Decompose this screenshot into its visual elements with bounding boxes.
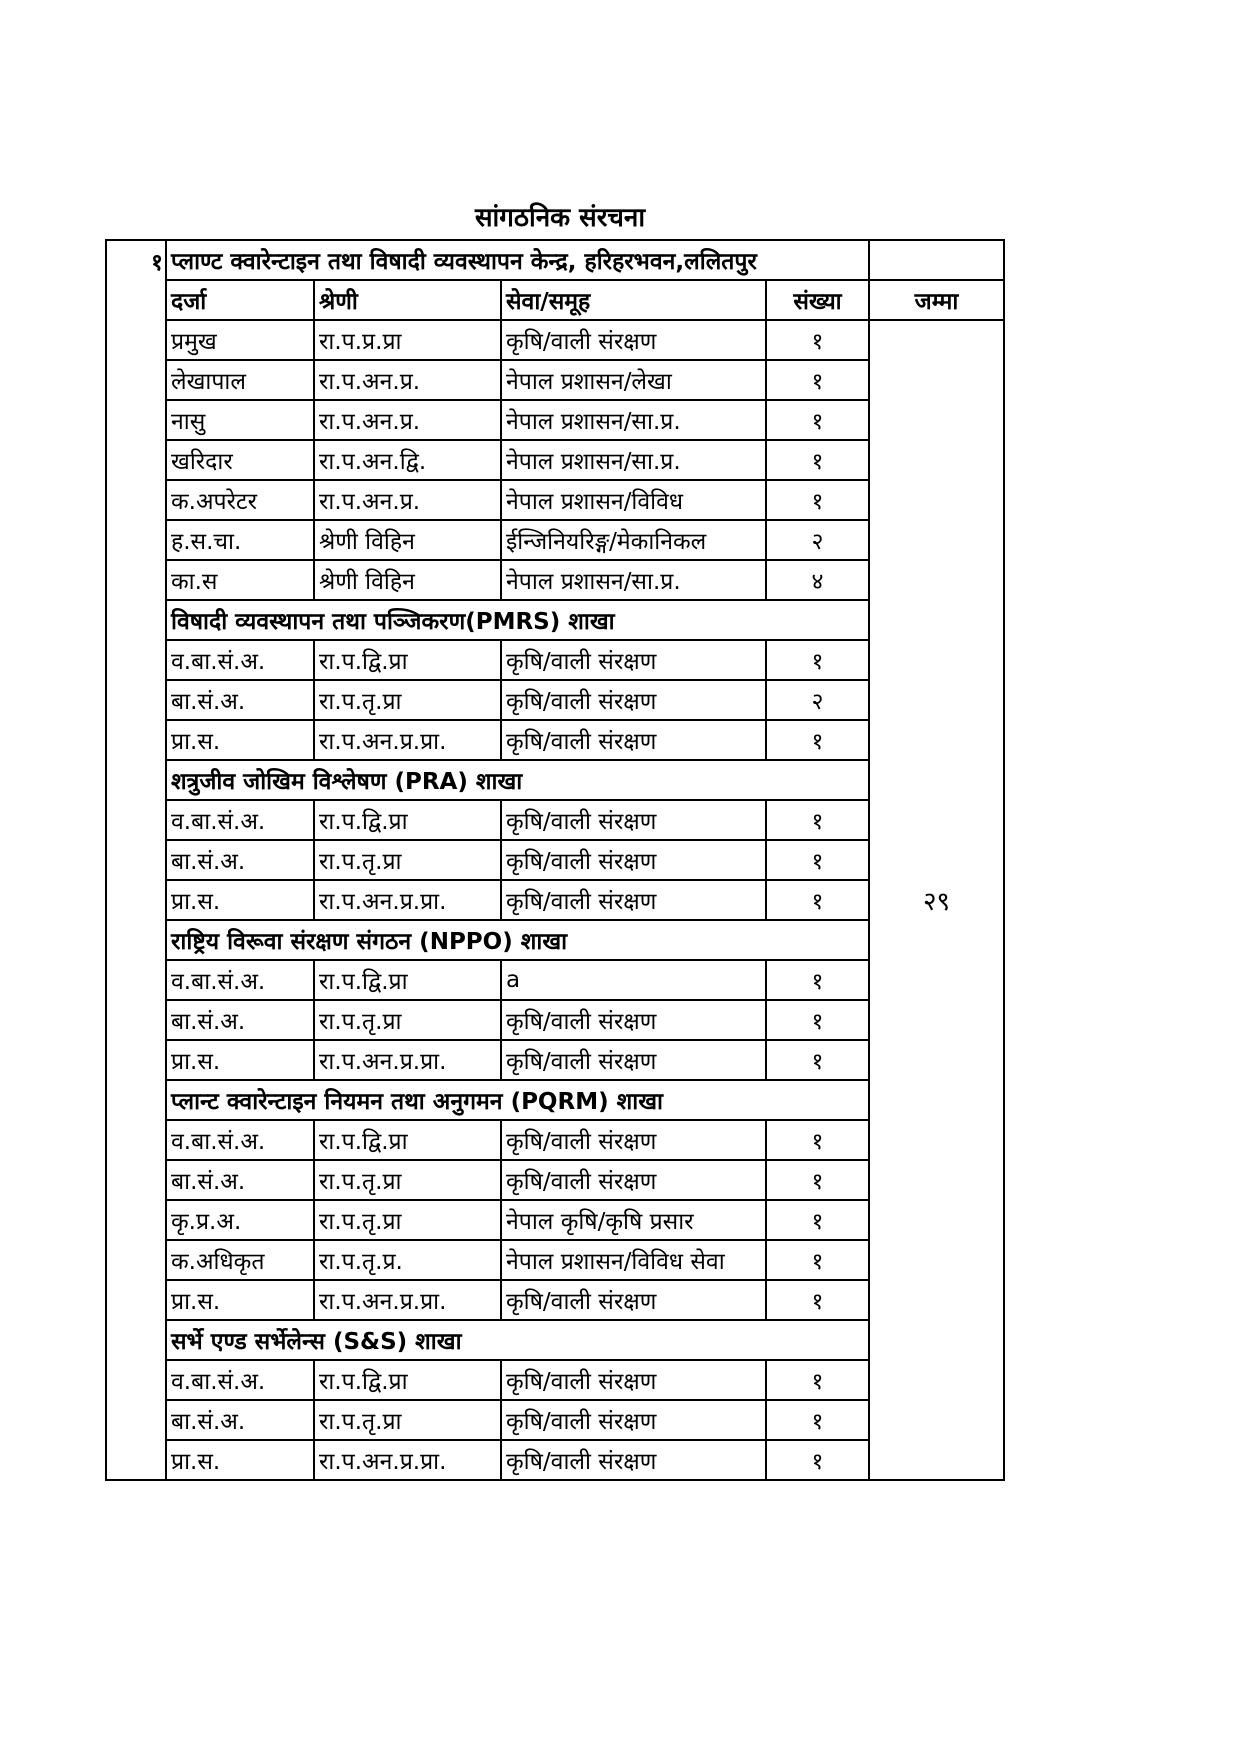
cell-darja: व.बा.सं.अ. [166, 960, 314, 1000]
cell-sewa: नेपाल प्रशासन/सा.प्र. [501, 400, 766, 440]
index-cell [106, 920, 166, 960]
col-header-sankhya: संख्या [766, 280, 869, 320]
col-header-shreni: श्रेणी [314, 280, 501, 320]
cell-sankhya: १ [766, 440, 869, 480]
cell-sankhya: १ [766, 480, 869, 520]
cell-sankhya: १ [766, 1040, 869, 1080]
org-structure-table [105, 239, 1005, 1481]
cell-sewa: कृषि/वाली संरक्षण [501, 720, 766, 760]
cell-shreni: रा.प.अन.द्वि. [314, 440, 501, 480]
index-cell [106, 880, 166, 920]
cell-darja: बा.सं.अ. [166, 1160, 314, 1200]
cell-darja: प्रा.स. [166, 720, 314, 760]
index-cell [106, 560, 166, 600]
cell-darja: बा.सं.अ. [166, 1000, 314, 1040]
cell-sewa: कृषि/वाली संरक्षण [501, 1040, 766, 1080]
cell-darja: नासु [166, 400, 314, 440]
index-cell [106, 800, 166, 840]
index-cell [106, 960, 166, 1000]
table-body [106, 240, 1004, 1480]
index-cell [106, 480, 166, 520]
cell-shreni: रा.प.अन.प्र.प्रा. [314, 1280, 501, 1320]
index-cell [106, 1080, 166, 1120]
index-cell [106, 720, 166, 760]
cell-darja: व.बा.सं.अ. [166, 1120, 314, 1160]
index-cell [106, 600, 166, 640]
cell-sankhya: १ [766, 1400, 869, 1440]
column-header-row [106, 280, 1004, 320]
cell-shreni: रा.प.प्र.प्रा [314, 320, 501, 360]
index-cell [106, 840, 166, 880]
index-cell [106, 1400, 166, 1440]
cell-darja: प्रा.स. [166, 880, 314, 920]
cell-sankhya: २ [766, 520, 869, 560]
cell-sankhya: १ [766, 1240, 869, 1280]
cell-shreni: रा.प.अन.प्र. [314, 400, 501, 440]
cell-shreni: रा.प.तृ.प्रा [314, 680, 501, 720]
cell-sewa: कृषि/वाली संरक्षण [501, 800, 766, 840]
index-cell [106, 1200, 166, 1240]
cell-darja: व.बा.सं.अ. [166, 1360, 314, 1400]
cell-sankhya: १ [766, 1200, 869, 1240]
org-empty-cell [869, 240, 1004, 280]
cell-darja: लेखापाल [166, 360, 314, 400]
index-cell [106, 1000, 166, 1040]
cell-sankhya: १ [766, 1280, 869, 1320]
cell-shreni: रा.प.द्वि.प्रा [314, 1360, 501, 1400]
col-header-sewa: सेवा/समूह [501, 280, 766, 320]
cell-sewa: कृषि/वाली संरक्षण [501, 1280, 766, 1320]
cell-darja: क.अपरेटर [166, 480, 314, 520]
cell-shreni: रा.प.अन.प्र. [314, 480, 501, 520]
cell-sewa: कृषि/वाली संरक्षण [501, 1000, 766, 1040]
index-cell [106, 320, 166, 360]
cell-sewa: नेपाल प्रशासन/सा.प्र. [501, 440, 766, 480]
cell-darja: ह.स.चा. [166, 520, 314, 560]
cell-shreni: रा.प.तृ.प्रा [314, 1160, 501, 1200]
index-cell [106, 1160, 166, 1200]
index-cell [106, 1240, 166, 1280]
cell-sankhya: १ [766, 1160, 869, 1200]
cell-sewa: नेपाल प्रशासन/विविध [501, 480, 766, 520]
cell-sankhya: १ [766, 1440, 869, 1480]
index-cell [106, 400, 166, 440]
cell-sewa: कृषि/वाली संरक्षण [501, 1120, 766, 1160]
cell-sankhya: १ [766, 720, 869, 760]
cell-darja: प्रमुख [166, 320, 314, 360]
cell-shreni: रा.प.तृ.प्रा [314, 1400, 501, 1440]
index-cell [106, 1360, 166, 1400]
index-cell [106, 1440, 166, 1480]
cell-darja: प्रा.स. [166, 1440, 314, 1480]
org-name: प्लाण्ट क्वारेन्टाइन तथा विषादी व्यवस्थापन केन्द्र, हरिहरभवन,ललितपुर [166, 240, 869, 280]
section-title: प्लान्ट क्वारेन्टाइन नियमन तथा अनुगमन (PQRM) शाखा [166, 1080, 869, 1120]
cell-shreni: रा.प.द्वि.प्रा [314, 640, 501, 680]
cell-sankhya: ४ [766, 560, 869, 600]
cell-darja: बा.सं.अ. [166, 840, 314, 880]
cell-darja: क.अधिकृत [166, 1240, 314, 1280]
index-cell [106, 1320, 166, 1360]
cell-sewa: कृषि/वाली संरक्षण [501, 1400, 766, 1440]
page-title: सांगठनिक संरचना [474, 203, 646, 233]
index-cell [106, 640, 166, 680]
index-cell [106, 280, 166, 320]
cell-darja: प्रा.स. [166, 1040, 314, 1080]
cell-sankhya: १ [766, 1000, 869, 1040]
cell-shreni: रा.प.द्वि.प्रा [314, 800, 501, 840]
cell-sewa: कृषि/वाली संरक्षण [501, 1160, 766, 1200]
cell-darja: व.बा.सं.अ. [166, 640, 314, 680]
index-cell [106, 520, 166, 560]
cell-shreni: श्रेणी विहिन [314, 520, 501, 560]
cell-sewa: कृषि/वाली संरक्षण [501, 640, 766, 680]
cell-sewa: नेपाल प्रशासन/विविध सेवा [501, 1240, 766, 1280]
org-index: १ [106, 240, 166, 280]
cell-shreni: रा.प.तृ.प्रा [314, 1200, 501, 1240]
cell-sewa: नेपाल प्रशासन/लेखा [501, 360, 766, 400]
index-cell [106, 680, 166, 720]
cell-sewa: a [501, 960, 766, 1000]
section-title: सर्भे एण्ड सर्भेलेन्स (S&S) शाखा [166, 1320, 869, 1360]
index-cell [106, 1040, 166, 1080]
cell-shreni: रा.प.अन.प्र.प्रा. [314, 720, 501, 760]
cell-sankhya: १ [766, 360, 869, 400]
cell-shreni: रा.प.तृ.प्रा [314, 840, 501, 880]
section-title: विषादी व्यवस्थापन तथा पञ्जिकरण(PMRS) शाखा [166, 600, 869, 640]
index-cell [106, 360, 166, 400]
org-header-row [106, 240, 1004, 280]
section-title: राष्ट्रिय विरूवा संरक्षण संगठन (NPPO) शाखा [166, 920, 869, 960]
cell-sankhya: १ [766, 400, 869, 440]
cell-sewa: कृषि/वाली संरक्षण [501, 680, 766, 720]
index-cell [106, 760, 166, 800]
cell-sankhya: १ [766, 960, 869, 1000]
cell-darja: प्रा.स. [166, 1280, 314, 1320]
cell-sewa: नेपाल कृषि/कृषि प्रसार [501, 1200, 766, 1240]
cell-sankhya: १ [766, 1360, 869, 1400]
cell-sewa: नेपाल प्रशासन/सा.प्र. [501, 560, 766, 600]
cell-sankhya: १ [766, 640, 869, 680]
total-cell: २९ [869, 320, 1004, 1480]
cell-sankhya: १ [766, 800, 869, 840]
col-header-jamma: जम्मा [869, 280, 1004, 320]
cell-shreni: रा.प.अन.प्र.प्रा. [314, 1040, 501, 1080]
index-cell [106, 440, 166, 480]
cell-sewa: कृषि/वाली संरक्षण [501, 1440, 766, 1480]
cell-shreni: रा.प.अन.प्र.प्रा. [314, 1440, 501, 1480]
cell-darja: व.बा.सं.अ. [166, 800, 314, 840]
cell-darja: का.स [166, 560, 314, 600]
cell-darja: कृ.प्र.अ. [166, 1200, 314, 1240]
cell-shreni: रा.प.तृ.प्रा [314, 1000, 501, 1040]
cell-sankhya: १ [766, 880, 869, 920]
cell-sewa: कृषि/वाली संरक्षण [501, 1360, 766, 1400]
cell-darja: बा.सं.अ. [166, 680, 314, 720]
cell-sewa: कृषि/वाली संरक्षण [501, 880, 766, 920]
index-cell [106, 1280, 166, 1320]
cell-shreni: रा.प.द्वि.प्रा [314, 1120, 501, 1160]
table-row [106, 320, 1004, 360]
cell-shreni: रा.प.अन.प्र.प्रा. [314, 880, 501, 920]
cell-darja: बा.सं.अ. [166, 1400, 314, 1440]
cell-sewa: कृषि/वाली संरक्षण [501, 840, 766, 880]
col-header-darja: दर्जा [166, 280, 314, 320]
cell-shreni: श्रेणी विहिन [314, 560, 501, 600]
index-cell [106, 1120, 166, 1160]
cell-sankhya: १ [766, 840, 869, 880]
cell-shreni: रा.प.अन.प्र. [314, 360, 501, 400]
cell-sankhya: १ [766, 320, 869, 360]
section-title: शत्रुजीव जोखिम विश्लेषण (PRA) शाखा [166, 760, 869, 800]
cell-sewa: ईन्जिनियरिङ्ग/मेकानिकल [501, 520, 766, 560]
cell-shreni: रा.प.तृ.प्र. [314, 1240, 501, 1280]
cell-darja: खरिदार [166, 440, 314, 480]
cell-sankhya: १ [766, 1120, 869, 1160]
cell-sewa: कृषि/वाली संरक्षण [501, 320, 766, 360]
cell-shreni: रा.प.द्वि.प्रा [314, 960, 501, 1000]
cell-sankhya: २ [766, 680, 869, 720]
